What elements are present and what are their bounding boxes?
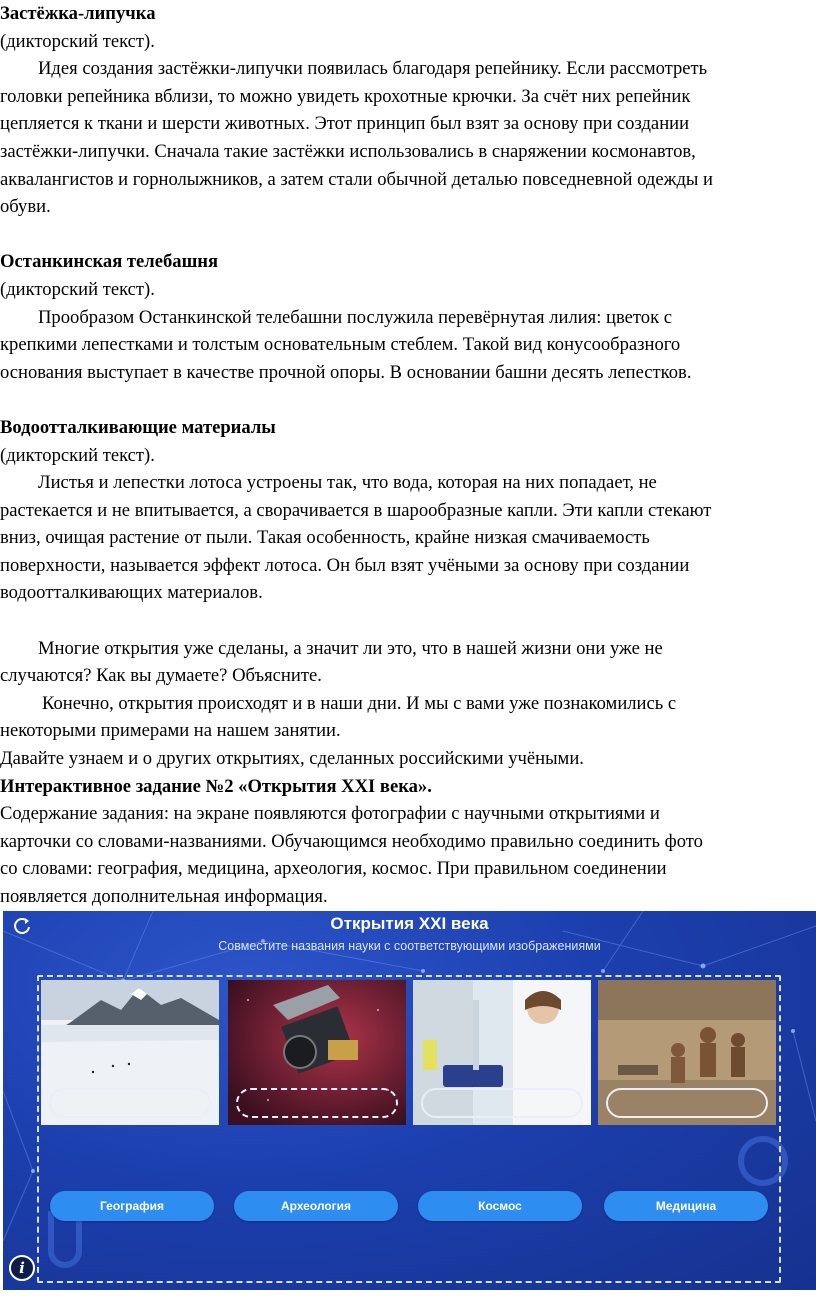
question-line: Многие открытия уже сделаны, а значит ли это, что в нашей жизни они уже не (38, 637, 663, 659)
task-line: Содержание задания: на экране появляются фотографии с научными открытиями и (0, 803, 660, 825)
drop-target-1[interactable] (49, 1088, 211, 1118)
card-space[interactable] (228, 980, 406, 1125)
answer-line: Конечно, открытия происходят и в наши дни. И мы с вами уже познакомились с (42, 692, 677, 714)
para-line: крепкими лепестками и толстым основательным стеблем. Такой вид конусообразного (0, 334, 681, 356)
para-line: растекается и не впитывается, а сворачивается в шарообразные капли. Эти капли стекают (0, 499, 712, 521)
para-line: Прообразом Останкинской телебашни послужила перевёрнутая лилия: цветок с (38, 306, 673, 328)
para-line: поверхности, называется эффект лотоса. Он был взят учёными за основу при создании (0, 554, 690, 576)
task-heading: Интерактивное задание №2 «Открытия XXI века». (0, 775, 432, 797)
label-medicine[interactable]: Медицина (604, 1191, 768, 1221)
note-velcro: (дикторский текст). (0, 30, 155, 52)
task-line: со словами: география, медицина, археология, космос. При правильном соединении (0, 858, 667, 880)
para-line: водоотталкивающих материалов. (0, 582, 263, 604)
drop-target-2[interactable] (236, 1088, 398, 1118)
task-line: появляется дополнительная информация. (0, 886, 328, 907)
para-line: основания выступает в качестве прочной опоры. В основании башни десять лепестков. (0, 361, 692, 383)
note-waterproof: (дикторский текст). (0, 444, 155, 466)
para-line: вниз, очищая растение от пыли. Такая особенность, крайне низкая смачиваемость (0, 527, 650, 549)
drop-target-3[interactable] (421, 1088, 583, 1118)
answer-line: некоторыми примерами на нашем занятии. (0, 720, 341, 742)
card-laboratory[interactable] (413, 980, 591, 1125)
heading-waterproof: Водоотталкивающие материалы (0, 416, 276, 438)
card-antarctica[interactable] (41, 980, 219, 1125)
card-prehistoric[interactable] (598, 980, 776, 1125)
panel-subtitle: Совместите названия науки с соответствующими изображениями (218, 939, 601, 953)
para-line: головки репейника вблизи, то можно увидеть крохотные крючки. За счёт них репейник (0, 85, 691, 107)
para-line: обуви. (0, 196, 51, 218)
heading-velcro: Застёжка-липучка (0, 3, 156, 24)
info-icon[interactable]: i (9, 1255, 35, 1281)
para-line: Листья и лепестки лотоса устроены так, что вода, которая на них попадает, не (38, 472, 657, 494)
note-ostankino: (дикторский текст). (0, 278, 155, 300)
para-line: цепляется к ткани и шерсти животных. Этот принцип был взят за основу при создании (0, 113, 690, 135)
interactive-panel (3, 911, 816, 1290)
heading-ostankino: Останкинская телебашня (0, 251, 219, 273)
label-archaeology[interactable]: Археология (234, 1191, 398, 1221)
para-line: Идея создания застёжки-липучки появилась благодаря репейнику. Если рассмотреть (38, 58, 708, 80)
para-line: аквалангистов и горнолыжников, а затем стали обычной деталью повседневной одежды и (0, 168, 713, 190)
panel-title: Открытия XXI века (330, 914, 489, 933)
task-line: карточки со словами-названиями. Обучающимся необходимо правильно соединить фото (0, 830, 703, 852)
drop-target-4[interactable] (606, 1088, 768, 1118)
intro-line: Давайте узнаем и о других открытиях, сделанных российскими учёными. (0, 748, 584, 770)
question-line: случаются? Как вы думаете? Объясните. (0, 665, 322, 687)
label-geography[interactable]: География (50, 1191, 214, 1221)
para-line: застёжки-липучки. Сначала такие застёжки использовались в снаряжении космонавтов, (0, 140, 696, 162)
label-space[interactable]: Космос (418, 1191, 582, 1221)
